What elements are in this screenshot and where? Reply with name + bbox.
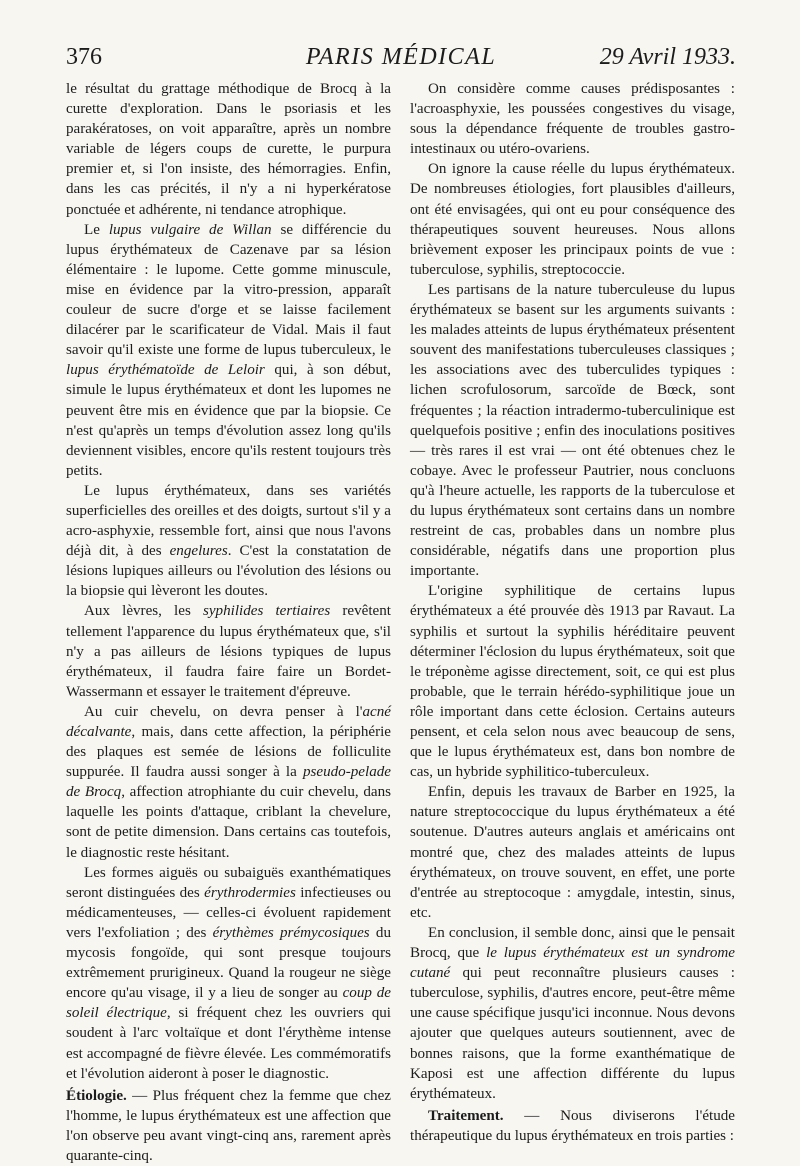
left-paragraph [66, 220, 391, 481]
italic-term: syphilides tertiaires [202, 603, 331, 620]
page-number: 376 [66, 44, 102, 70]
running-header [66, 44, 736, 74]
right-paragraph [410, 1106, 735, 1146]
right-column [410, 79, 735, 1146]
left-paragraph [66, 601, 391, 701]
text-run: Les partisans de la nature tuberculeuse du lupus érythémateux se basent sur les arguments suivants : les malades atteints de lupus érythémateux présentent souvent des manifestations tuberculeuses classiques ; les associations avec des tuberculides typiques : lichen scrofulosorum, sarcoïde de Bœck, sont fréquentes ; la réaction intradermo-tuberculinique est quelquefois positive ; enfin des inoculations positives — très rares il est vrai — ont été obtenues chez le cobaye. Avec le professeur Pautrier, nous concluons qu'à l'heure actuelle, les rapports de la tuberculose et du lupus érythémateux sont certains dans un nombre restreint de cas, probables dans un nombre plus considérable, négatifs dans une proportion plus importante. [410, 281, 735, 580]
text-run: infectieuses ou médicamenteuses, — celles-ci évoluent rapidement vers l'exfoliation ; des [66, 884, 391, 941]
right-paragraph [410, 79, 735, 159]
left-paragraph [66, 79, 391, 220]
right-paragraph [410, 923, 735, 1104]
left-paragraph [66, 1086, 391, 1166]
text-run: — Nous diviserons l'étude thérapeutique du lupus érythémateux en trois parties : [410, 1107, 735, 1144]
left-paragraph [66, 481, 391, 602]
text-run: Les formes aiguës ou subaiguës exanthématiques seront distinguées des [66, 864, 391, 901]
text-run: On ignore la cause réelle du lupus érythémateux. De nombreuses étiologies, fort plausibles d'ailleurs, ont été envisagées, qui ont eu pour conséquence des thérapeutiques souvent heureuses. Nous allons brièvement exposer les principaux points de vue : tuberculose, syphilis, streptococcie. [410, 161, 735, 278]
text-run: — Plus fréquent chez la femme que chez l'homme, le lupus érythémateux est une affection que l'on observe peu avant vingt-cinq ans, rarement après quarante-cinq. [66, 1087, 391, 1164]
text-run: Le [84, 221, 109, 238]
italic-term: acné décalvante [66, 703, 391, 740]
italic-term: le lupus érythémateux est un syndrome cutané [410, 945, 735, 982]
italic-term: lupus érythématoïde de Leloir [66, 362, 265, 379]
text-run: Aux lèvres, les [84, 603, 203, 620]
section-heading: Étiologie. [66, 1087, 127, 1104]
text-run: L'origine syphilitique de certains lupus érythémateux a été prouvée dès 1913 par Ravaut. La syphilis et surtout la syphilis héréditaire peuvent déterminer l'éclosion du lupus érythémateux, soit que le tréponème agisse directement, soit, ce qui est plus probable, que le terrain hérédo-syphilitique joue un rôle important dans cette éclosion. Certains auteurs pensent, et cela selon nous avec beaucoup de sens, que le lupus érythémateux est, dans bon nombre de cas, un hybride syphilitico-tuberculeux. [410, 583, 735, 781]
text-run: revêtent tellement l'apparence du lupus érythémateux que, s'il n'y a pas ailleurs de lésions typiques de lupus érythémateux, il faudra faire faire un Bordet-Wassermann et essayer le traitement d'épreuve. [66, 603, 391, 700]
text-run: Enfin, depuis les travaux de Barber en 1925, la nature streptococcique du lupus érythémateux a été soutenue. D'autres auteurs anglais et américains ont montré que, chez des malades atteints de lupus érythémateux, on trouve souvent, en effet, une porte d'entrée au streptocoque : amygdale, intestin, sinus, etc. [410, 784, 735, 921]
right-paragraph [410, 782, 735, 923]
left-column [66, 79, 391, 1166]
issue-date: 29 Avril 1933. [599, 44, 736, 70]
right-paragraph [410, 581, 735, 782]
text-run: Le lupus érythémateux, dans ses variétés superficielles des oreilles et des doigts, surtout s'il y a acro-asphyxie, ressemble fort, ainsi que nous l'avons déjà dit, à des [66, 482, 391, 560]
left-paragraph [66, 863, 391, 1084]
text-run: du mycosis fongoïde, qui sont presque toujours extrêmement prurigineux. Quand la rougeur ne siège encore qu'au visage, il y a lieu de songer au [66, 924, 391, 1002]
italic-term: lupus vulgaire de Willan [108, 221, 272, 238]
section-heading: Traitement. [428, 1107, 504, 1124]
text-run: se différencie du lupus érythémateux de Cazenave par sa lésion élémentaire : le lupome. Cette gomme minuscule, mise en évidence par la vitro-pression, apparaît couleur de sucre d'orge et se laisse facilement dilacérer par le scarificateur de Vidal. Mais il faut savoir qu'il existe une forme de lupus tuberculeux, le [66, 221, 391, 359]
text-run: qui peut reconnaître plusieurs causes : tuberculose, syphilis, d'autres encore, peut-être même une cause spécifique jusqu'ici inconnue. Nous devons ajouter que quelques auteurs soutiennent, avec de bonnes raisons, que la forme exanthématique de Kaposi est une affection différente du lupus érythémateux. [410, 965, 735, 1102]
italic-term: érythèmes prémycosiques [212, 924, 370, 941]
italic-term: coup de soleil électrique [66, 985, 391, 1022]
italic-term: engelures [169, 543, 228, 560]
text-run: . C'est la constatation de lésions lupiques ailleurs ou l'évolution des lésions ou la biopsie qui lèveront les doutes. [66, 543, 392, 600]
text-run: , mais, dans cette affection, la périphérie des plaques est semée de lésions de folliculite suppurée. Il faudra aussi songer à la [66, 724, 391, 781]
italic-term: pseudo-pelade de Brocq [66, 764, 391, 801]
text-run: qui, à son début, simule le lupus érythémateux et dont les lupomes ne peuvent être mis en évidence que par la biopsie. Ce n'est qu'après un temps d'évolution assez long qu'ils deviennent visibles, encore qu'ils restent toujours très petits. [66, 362, 391, 479]
left-paragraph [66, 702, 391, 863]
text-run: , si fréquent chez les ouvriers qui soudent à l'arc voltaïque et dont l'érythème intense est accompagné de fièvre élevée. Les commémoratifs et l'évolution aideront à poser le diagnostic. [66, 1005, 391, 1082]
right-paragraph [410, 280, 735, 581]
text-run: En conclusion, il semble donc, ainsi que le pensait Brocq, que [410, 924, 735, 962]
text-run: On considère comme causes prédisposantes : l'acroasphyxie, les poussées congestives du visage, sous la dépendance fréquente de troubles gastro-intestinaux ou utéro-ovariens. [410, 81, 735, 158]
text-run: , affection atrophiante du cuir chevelu, dans laquelle les points d'attaque, criblant la chevelure, sont de petite dimension. Dans certains cas toutefois, le diagnostic reste hésitant. [66, 784, 391, 861]
right-paragraph [410, 159, 735, 280]
journal-title: PARIS MÉDICAL [305, 44, 497, 70]
text-run: Au cuir chevelu, on devra penser à l' [84, 703, 363, 720]
italic-term: érythrodermies [204, 884, 296, 901]
text-run: le résultat du grattage méthodique de Brocq à la curette d'exploration. Dans le psoriasis et les parakératoses, on voit apparaître, après un nombre variable de légers coups de curette, le purpura premier et, si l'on insiste, des hémorragies. Enfin, dans les cas précités, il n'y a ni hyperkératose ponctuée et adhérente, ni tendance atrophique. [66, 81, 391, 218]
